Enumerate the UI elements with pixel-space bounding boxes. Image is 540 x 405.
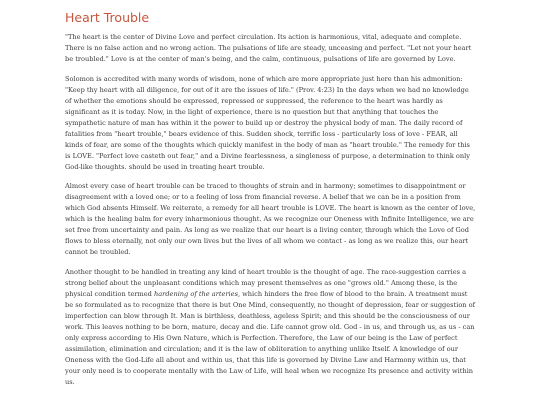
article-paragraph-2: Solomon is accredited with many words of wisdom, none of which are more appropriate just here than his admonition: "Keep thy heart with all diligence, for out of it are the issues of life." (Prov. 4:23) In the days when we had no knowledge of whether the emotions should be expressed, repressed or suppressed, the reference to the heart was hardly as significant as it is today. Now, in the light of experience, there is no question but that anything that touches the sympathetic nature of man has within it the power to build up or destroy the physical body of man. The daily record of fatalities from "heart trouble," bears evidence of this. Sudden shock, terrific loss - particularly loss of love - FEAR, all kinds of fear, are some of the thoughts which quickly manifest in the body of man as "heart trouble." The remedy for this is LOVE. "Perfect love casteth out fear," and a Divine fearlessness, a singleness of purpose, a determination to think only God-like thoughts. should be used in treating heart trouble. <box>65 74 470 171</box>
paragraph-4-text-start: Another thought to be handled in treating any kind of heart trouble is the thought of age. The race-suggestion carries a strong belief about the unpleasant conditions which may present themselves as one "grows old." Among these, is the physical condition termed <box>65 267 467 298</box>
article <box>65 9 477 396</box>
article-paragraph-1: "The heart is the center of Divine Love and perfect circulation. Its action is harmonious, vital, adequate and complete. There is no false action and no wrong action. The pulsations of life are steady, unceasing and perfect. "Let not your heart be troubled." Love is at the center of man's being, and the calm, continuous, pulsations of life are governed by Love. <box>65 33 472 63</box>
article-title: Heart Trouble <box>65 10 150 25</box>
paragraph-4-emphasis: hardening of the arteries <box>154 289 238 298</box>
article-paragraph-3: Almost every case of heart trouble can be traced to thoughts of strain and in harmony; sometimes to disappointment or disagreement with a loved one; or to a feeling of loss from financial reverse. A belief that we can be in a position from which God absents Himself. We reiterate, a remedy for all heart trouble is LOVE. The heart is known as the center of love, which is the healing balm for every inharmonious thought. As we recognize our Oneness with Infinite Intelligence, we are set free from uncertainty and pain. As long as we realize that our heart is a living center, through which the Love of God flows to bless eternally, not only our own lives but the lives of all whom we contact - as long as we realize this, our heart cannot be troubled. <box>65 182 476 256</box>
article-paragraph-4 <box>65 267 477 388</box>
paragraph-4-text-end: , which hinders the free flow of blood to the brain. A treatment must be so formulated as to recognize that there is but One Mind, consequently, no thought of depression, fear or suggestion of imperfection can blow through It. Man is birthless, deathless, ageless Spirit; and this should be the consciousness of our work. This leaves nothing to be born, mature, decay and die. Life cannot grow old. God - in us, and through us, as us - can only express according to His Own Nature, which is Perfection. Therefore, the Law of our being is the Law of perfect assimilation, elimination and circulation; and it is the law of obliteration to anything unlike Itself. A knowledge of our Oneness with the God-Life all about and within us, that this life is governed by Divine Law and Harmony within us, that your only need is to cooperate mentally with the Law of Life, will heal when we recognize Its presence and activity within us. <box>65 289 476 386</box>
